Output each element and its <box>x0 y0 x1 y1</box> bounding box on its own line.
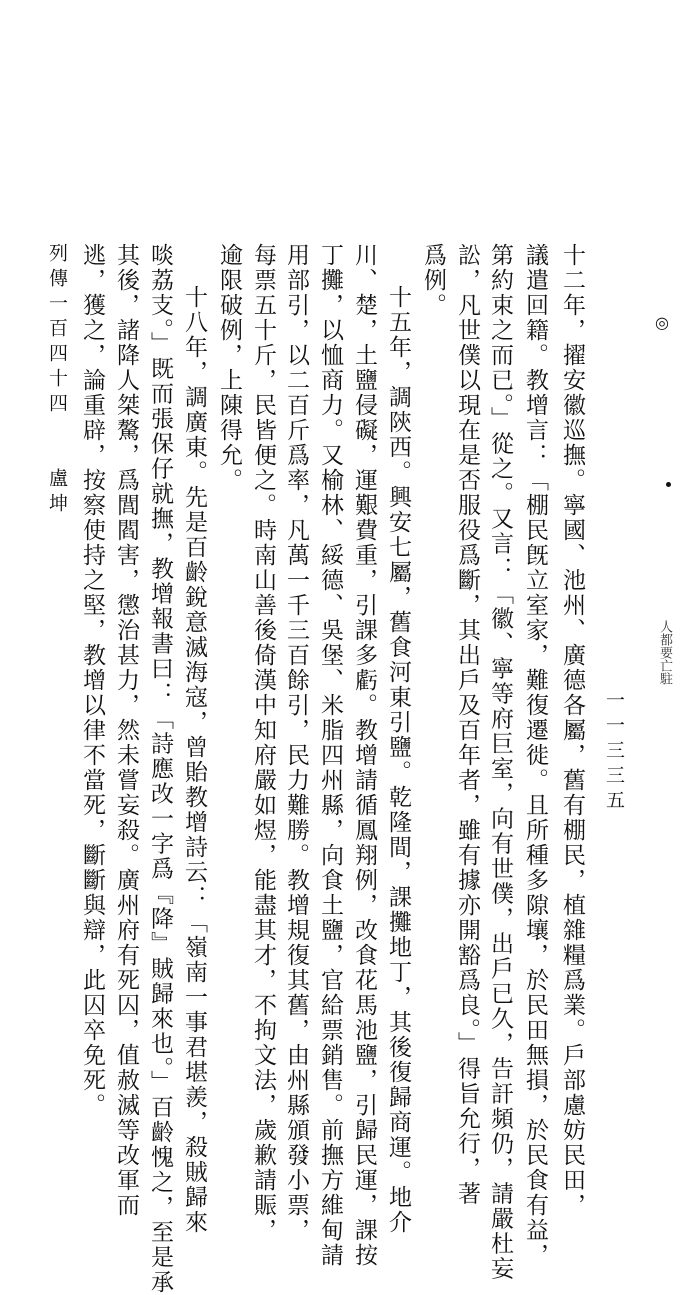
text-column-7: 川、楚，土鹽侵礙，運艱費重，引課多虧。教增請循鳳翔例，改食花馬池鹽，引歸民運，課按 <box>351 243 377 1268</box>
running-header: 列傳一百四十四 盧坤 <box>46 243 68 518</box>
text-column-8: 丁攤，以恤商力。又榆林、綏德、吳堡、米脂四州縣，向食土鹽，官給票銷售。前撫方維甸請 <box>317 243 343 1268</box>
text-column-11: 逾限破例，上陳得允。 <box>216 243 242 493</box>
handwritten-annotation: 人都要亡駐 <box>657 620 672 685</box>
text-column-9: 用部引，以二百斤爲率，凡萬一千三百餘引，民力難勝。教增規復其舊，由州縣頒發小票， <box>283 243 309 1243</box>
text-column-6: 十五年，調陝西。興安七屬，舊食河東引鹽。乾隆間，課攤地丁，其後復歸商運。地介 <box>385 285 411 1235</box>
text-column-3: 第約束之而已。」從之。又言：「徽、寧等府巨室，向有世僕，出戶已久，告訐頻仍，請嚴杜妄 <box>487 243 513 1282</box>
circle-mark-icon: ◎ <box>655 313 669 332</box>
text-column-1: 十二年，擢安徽巡撫。寧國、池州、廣德各屬，舊有棚民，植雜糧爲業。戶部慮妨民田， <box>559 243 585 1218</box>
text-column-5: 爲例。 <box>420 243 446 318</box>
text-column-15: 逃，獲之，論重辟，按察使持之堅，教增以律不當死，斷斷與辯，此囚卒免死。 <box>79 243 105 1118</box>
page-number: 一一三三五 <box>603 690 625 815</box>
text-column-2: 議遣回籍。教增言：「棚民旣立室家，難復遷徙。且所種多隙壤，於民田無損，於民食有益， <box>522 243 548 1268</box>
text-column-12: 十八年，調廣東。先是百齡銳意滅海寇，曾貽教增詩云：「嶺南一事君堪羨，殺賊歸來 <box>181 285 207 1235</box>
text-column-10: 每票五十斤，民皆便之。時南山善後倚漢中知府嚴如煜，能盡其才，不拘文法，歲歉請賑， <box>250 243 276 1243</box>
text-column-13: 啖荔支。」既而張保仔就撫，教增報書曰：「詩應改一字爲『降』賊歸來也。」百齡愧之，至是承 <box>147 243 173 1295</box>
text-column-4: 訟，凡世僕以現在是否服役爲斷，其出戶及百年者，雖有據亦開豁爲良。」得旨允行，著 <box>454 243 480 1207</box>
ink-dot <box>666 482 671 487</box>
text-column-14: 其後，諸降人桀驁，爲閭閻害，懲治甚力，然未嘗妄殺。廣州府有死囚，值赦滅等改軍而 <box>113 243 139 1218</box>
